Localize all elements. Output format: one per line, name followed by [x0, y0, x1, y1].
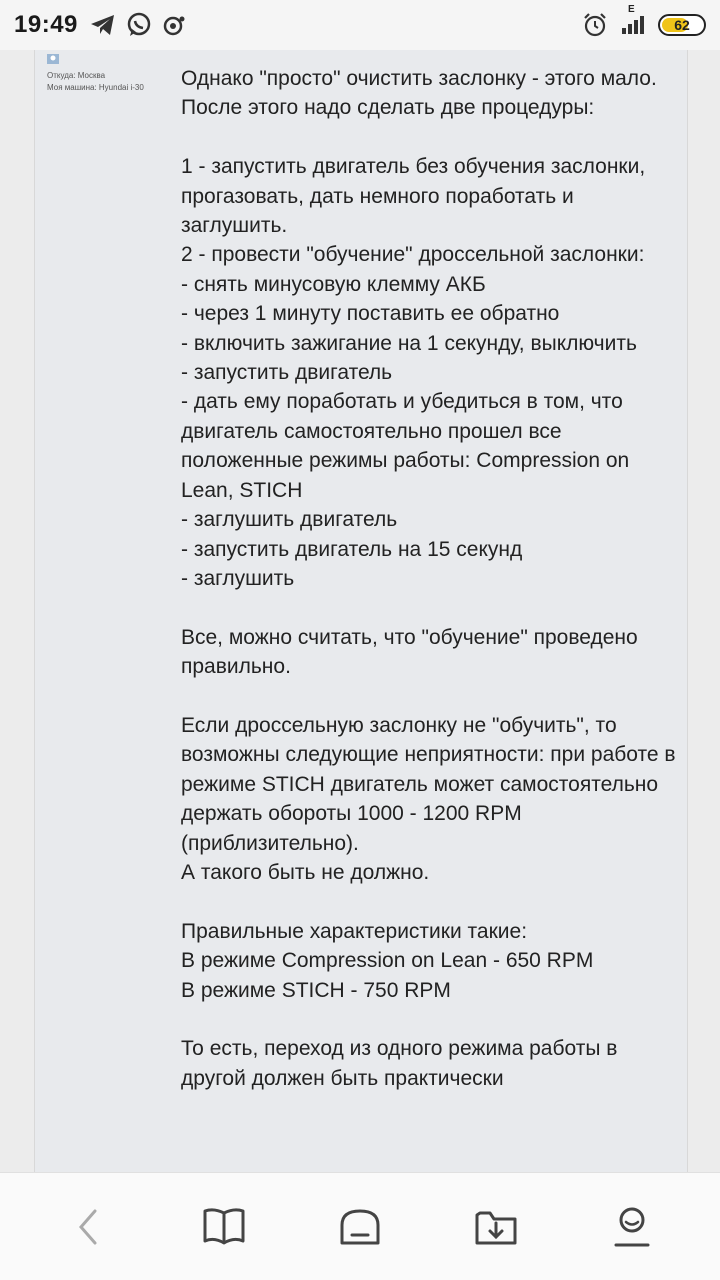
profile-icon: [612, 1205, 652, 1249]
back-button[interactable]: [56, 1195, 120, 1259]
bottom-navigation: [0, 1172, 720, 1280]
status-time: 19:49: [14, 11, 78, 38]
status-bar: [0, 0, 720, 50]
signal-icon: [622, 4, 644, 34]
network-type: E: [628, 4, 635, 15]
downloads-button[interactable]: [464, 1195, 528, 1259]
book-icon: [202, 1207, 246, 1247]
download-folder-icon: [474, 1207, 518, 1247]
post-body-text: Однако "просто" очистить заслонку - этого мало. После этого надо сделать две процедуры: 1 - запустить двигатель без обучения заслонки, прогазовать, дать немного поработать и заглушить. 2 - провести "обучение" дроссельной заслонки: - снять минусовую клемму АКБ - через 1 минуту поставить ее обратно - включить зажигание на 1 секунду, выключить - запустить двигатель - дать ему поработать и убедиться в том, что двигатель самостоятельно прошел все положенные режимы работы: Compression on Lean, STICH - заглушить двигатель - запустить двигатель на 15 секунд - заглушить Все, можно считать, что "обучение" проведено правильно. Если дроссельную заслонку не "обучить", то возможны следующие неприятности: при работе в режиме STICH двигатель может самостоятельно держать обороты 1000 - 1200 RPM (приблизительно). А такого быть не должно. Правильные характеристики такие: В режиме Compression on Lean - 650 RPM В режиме STICH - 750 RPM То есть, переход из одного режима работы в другой должен быть практически: [181, 67, 676, 1090]
back-icon: [73, 1207, 103, 1247]
battery-level: 62: [674, 17, 690, 33]
home-button[interactable]: [328, 1195, 392, 1259]
profile-button[interactable]: [600, 1195, 664, 1259]
whatsapp-icon: [126, 12, 152, 38]
author-location: Откуда: Москва: [47, 71, 106, 80]
bookmarks-button[interactable]: [192, 1195, 256, 1259]
telegram-icon: [90, 14, 116, 36]
app-notification-icon: [162, 14, 186, 36]
user-avatar-icon: [47, 54, 59, 64]
post-author-info: [47, 54, 177, 94]
forum-post: [34, 50, 688, 1172]
forum-page[interactable]: [0, 50, 720, 1172]
battery-indicator: [658, 14, 706, 36]
home-icon: [338, 1207, 382, 1247]
alarm-icon: [582, 12, 608, 38]
author-car: Моя машина: Hyundai i-30: [47, 83, 144, 92]
